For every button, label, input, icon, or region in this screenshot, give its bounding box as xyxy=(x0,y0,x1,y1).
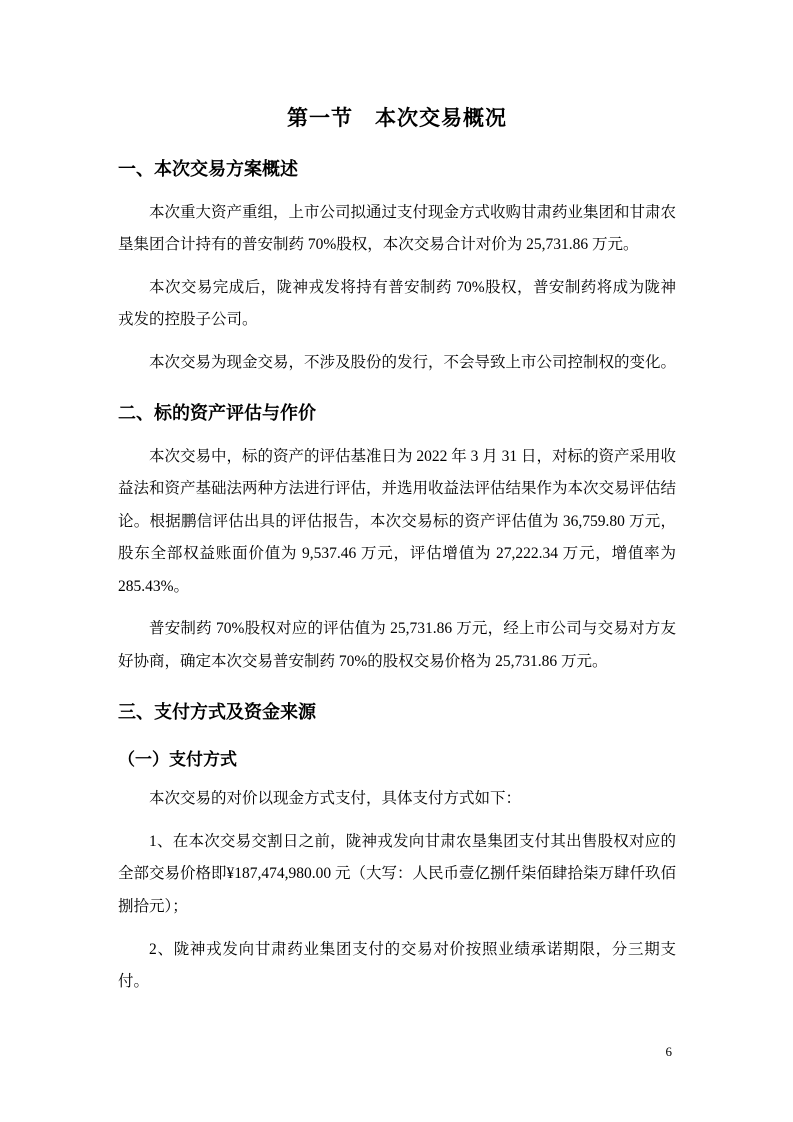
paragraph: 本次重大资产重组，上市公司拟通过支付现金方式收购甘肃药业集团和甘肃农垦集团合计持有的普安制药 70%股权，本次交易合计对价为 25,731.86 万元。 xyxy=(118,203,677,254)
paragraph: 2、陇神戎发向甘肃药业集团支付的交易对价按照业绩承诺期限，分三期支付。 xyxy=(118,940,676,991)
paragraph: 本次交易中，标的资产的评估基准日为 2022 年 3 月 31 日，对标的资产采用收益法和资产基础法两种方法进行评估，并选用收益法评估结果作为本次交易评估结论。根据鹏信评估出具的评估报告，本次交易标的资产评估值为 36,759.80 万元，股东全部权益账面价值为 9,537.46 万元，评估增值为 27,222.34 万元，增值率为 285.43%。 xyxy=(118,447,677,595)
page-number: 6 xyxy=(665,1044,672,1059)
subsection-heading-3-1: （一）支付方式 xyxy=(118,749,237,769)
page-title: 第一节 本次交易概况 xyxy=(287,107,507,130)
paragraph: 本次交易为现金交易，不涉及股份的发行，不会导致上市公司控制权的变化。 xyxy=(149,353,677,371)
section-heading-3: 三、支付方式及资金来源 xyxy=(118,702,316,723)
paragraph: 本次交易的对价以现金方式支付，具体支付方式如下： xyxy=(149,790,522,808)
section-heading-1: 一、本次交易方案概述 xyxy=(118,159,298,180)
paragraph: 本次交易完成后，陇神戎发将持有普安制药 70%股权，普安制药将成为陇神戎发的控股子公司。 xyxy=(118,278,676,329)
section-heading-2: 二、标的资产评估与作价 xyxy=(118,403,316,424)
paragraph: 1、在本次交易交割日之前，陇神戎发向甘肃农垦集团支付其出售股权对应的全部交易价格即¥187,474,980.00 元（大写：人民币壹亿捌仟柒佰肆拾柒万肆仟玖佰捌拾元）； xyxy=(118,832,677,915)
paragraph: 普安制药 70%股权对应的评估值为 25,731.86 万元，经上市公司与交易对方友好协商，确定本次交易普安制药 70%的股权交易价格为 25,731.86 万元。 xyxy=(118,620,676,670)
